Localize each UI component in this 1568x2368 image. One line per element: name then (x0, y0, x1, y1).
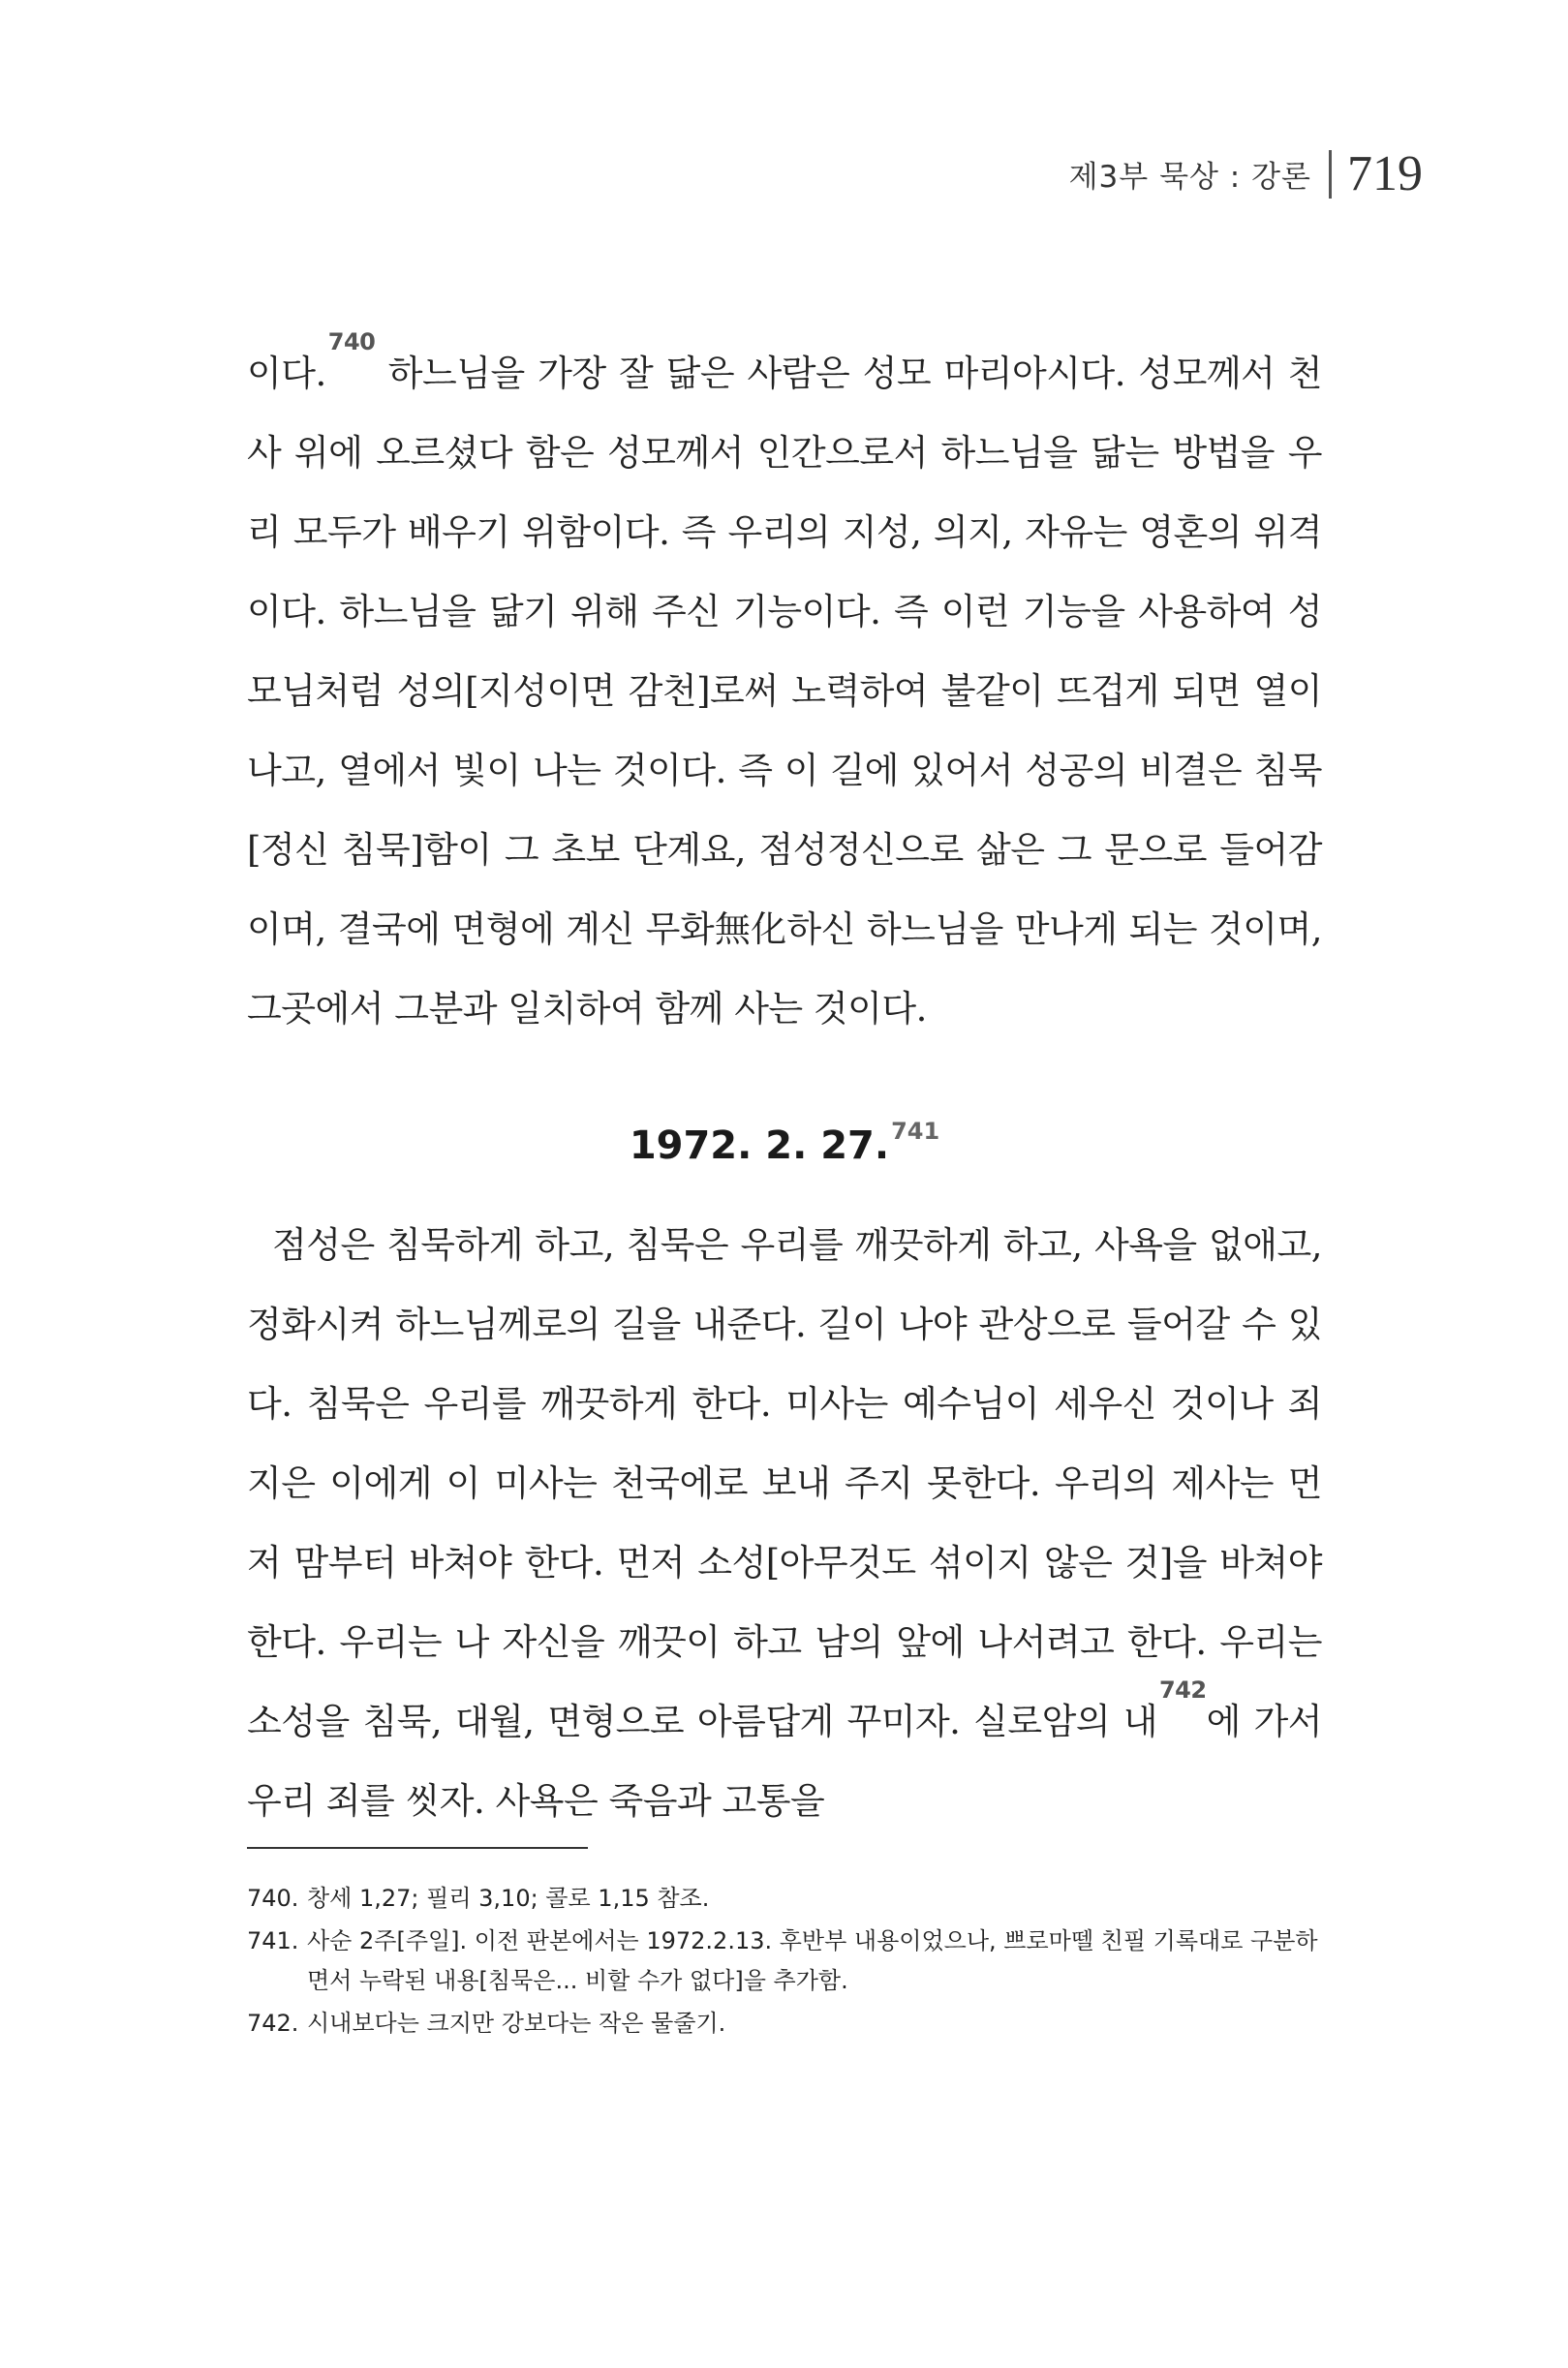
header-divider (1329, 150, 1332, 199)
section-heading (247, 1118, 1322, 1168)
footnote-separator (247, 1847, 588, 1849)
paragraph-2-rest: 에 가서 우리 죄를 씻자. 사욕은 죽음과 고통을 (247, 1701, 1322, 1822)
section-date: 1972. 2. 27. (629, 1123, 890, 1168)
footnotes (247, 1879, 1322, 2046)
running-head (1069, 145, 1423, 202)
footnote-text: 창세 1,27; 필리 3,10; 콜로 1,15 참조. (307, 1885, 710, 1912)
paragraph-text (247, 1206, 1322, 1841)
body-paragraph-1 (247, 328, 1322, 1049)
footnote-number: 740. (247, 1885, 299, 1912)
footnote-ref-740[interactable]: 740 (327, 328, 376, 355)
footnote-text: 사순 2주[주일]. 이전 판본에서는 1972.2.13. 후반부 내용이었으나, 쁘로마뗄 친필 기록대로 구분하면서 누락된 내용[침묵은... 비할 수가 없다]을 추가함. (307, 1927, 1318, 1994)
paragraph-1-rest: 하느님을 가장 잘 닮은 사람은 성모 마리아시다. 성모께서 천사 위에 오르셨다 함은 성모께서 인간으로서 하느님을 닮는 방법을 우리 모두가 배우기 위함이다. 즉 우리의 지성, 의지, 자유는 영혼의 위격이다. 하느님을 닮기 위해 주신 기능이다. 즉 이런 기능을 사용하여 성모님처럼 성의[지성이면 감천]로써 노력하여 불같이 뜨겁게 되면 열이 나고, 열에서 빛이 나는 것이다. 즉 이 길에 있어서 성공의 비결은 침묵[정신 침묵]함이 그 초보 단계요, 점성정신으로 삶은 그 문으로 들어감이며, 결국에 면형에 계신 무화無化하신 하느님을 만나게 되는 것이며, 그곳에서 그분과 일치하여 함께 사는 것이다. (247, 353, 1322, 1030)
footnote-ref-741[interactable]: 741 (891, 1118, 940, 1145)
paragraph-2-start: 점성은 침묵하게 하고, 침묵은 우리를 깨끗하게 하고, 사욕을 없애고, 정화시켜 하느님께로의 길을 내준다. 길이 나야 관상으로 들어갈 수 있다. 침묵은 우리를 깨끗하게 한다. 미사는 예수님이 세우신 것이나 죄지은 이에게 이 미사는 천국에로 보내 주지 못한다. 우리의 제사는 먼저 맘부터 바쳐야 한다. 먼저 소성[아무것도 섞이지 않은 것]을 바쳐야 한다. 우리는 나 자신을 깨끗이 하고 남의 앞에 나서려고 한다. 우리는 소성을 침묵, 대월, 면형으로 아름답게 꾸미자. 실로암의 내 (247, 1224, 1322, 1742)
footnote-number: 741. (247, 1927, 299, 1954)
footnote-741 (247, 1922, 1322, 2001)
footnote-ref-742[interactable]: 742 (1158, 1676, 1207, 1704)
page-number: 719 (1347, 146, 1423, 201)
chapter-title: 제3부 묵상 : 강론 (1068, 160, 1311, 195)
footnote-742 (247, 2004, 1322, 2044)
footnote-text: 시내보다는 크지만 강보다는 작은 물줄기. (307, 2010, 726, 2037)
footnote-740 (247, 1879, 1322, 1919)
footnote-number: 742. (247, 2010, 299, 2037)
paragraph-text (247, 328, 1322, 1049)
body-paragraph-2 (247, 1206, 1322, 1841)
paragraph-1-start: 이다. (247, 353, 326, 394)
